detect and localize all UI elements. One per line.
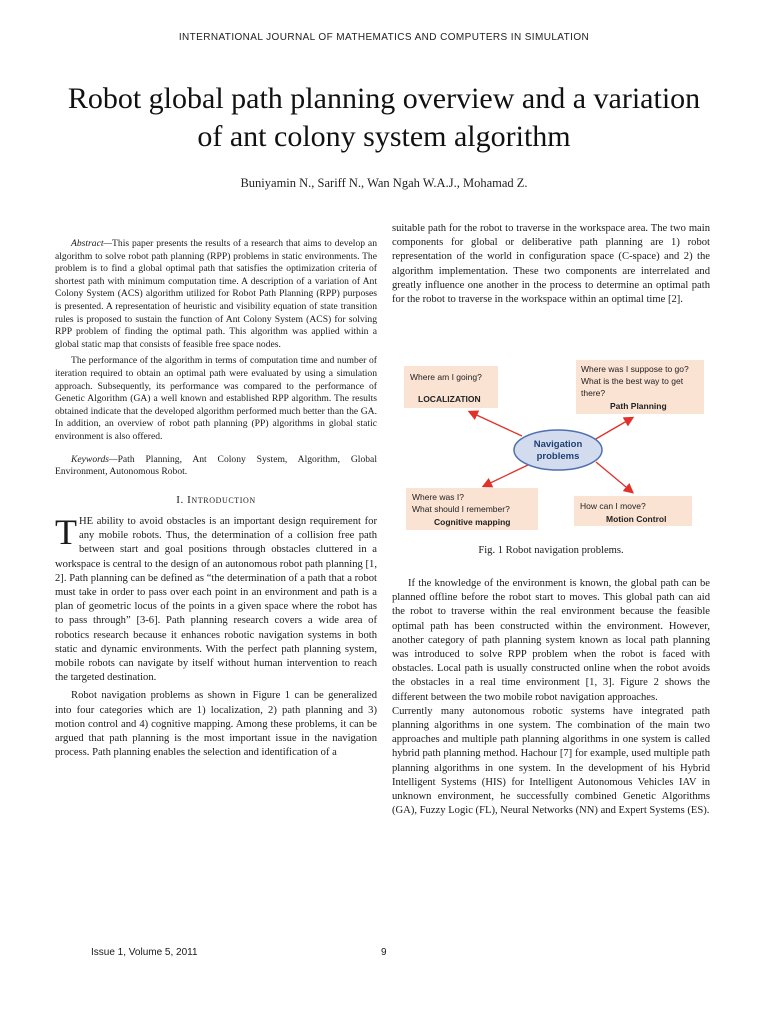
cognitive-mapping-label: Cognitive mapping (434, 517, 511, 527)
cognitive-mapping-question-2: What should I remember? (412, 504, 510, 514)
arrow-to-localization (470, 412, 522, 436)
abstract (55, 238, 377, 444)
navigation-problems-ellipse (514, 430, 602, 470)
cognitive-mapping-question-1: Where was I? (412, 492, 464, 502)
localization-label: LOCALIZATION (418, 394, 481, 404)
paper-authors: Buniyamin N., Sariff N., Wan Ngah W.A.J., Mohamad Z. (240, 176, 528, 190)
footer-issue: Issue 1, Volume 5, 2011 (91, 947, 198, 958)
intro-paragraph-1: THE ability to avoid obstacles is an important design requirement for any mobile robots. Thus, the determination of a collision free path between start and goal positions through obstacles cluttered in a workspace is central to the design of an autonomous robot path planning [1, 2]. Path planning can be defined as “the determination of a path that a robot must take in order to pass over each point in an environment and path is a plan of geometric locus of the points in a given space where the robot has to pass through” [3-6]. Path planning research covers a wide area of robotics research because it enhances robotic navigation systems in both static and dynamic environments. With the perfect path planning system, mobile robots can navigate by itself without human intervention to reach the targeted destination. (55, 511, 377, 684)
arrow-to-path-planning (594, 418, 632, 440)
right-paragraph-continued: suitable path for the robot to traverse in the workspace area. The two main components for global or deliberative path planning are 1) robot representation of the world in configuration space (C-space) and 2) the algorithm implementation. These two components are interrelated and greatly influence one another in the process to determine an optimal path for the robot to traverse in the workspace within an optimal time [2]. (392, 223, 710, 306)
right-column-top (392, 222, 710, 307)
path-planning-question-3: there? (581, 388, 606, 398)
navigation-problems-figure (400, 358, 708, 533)
intro-paragraph-2: Robot navigation problems as shown in Figure 1 can be generalized into four categories which are 1) localization, 2) path planning and 3) motion control and 4) cognitive mapping. Among these problems, it can be argued that path planning is the most important issue in the navigation process. Path planning enables the selection and identification of a (55, 690, 377, 759)
path-planning-question-1: Where was I suppose to go? (581, 364, 689, 374)
keywords-text: Path Planning, Ant Colony System, Algorithm, Global Environment, Autonomous Robot. (55, 453, 377, 478)
left-column (55, 238, 377, 760)
abstract-paragraph-2: The performance of the algorithm in terms of computation time and number of iteration required to obtain an optimal path were evaluated by using a simulation approach. Subsequently, its performance was compared to the performance of Genetic Algorithm (GA) a well known and established RPP algorithm. The results obtained indicate that the developed algorithm performed much better than the GA. In addition, an overview of robot path planning (PP) algorithms in global static environment is also offered. (55, 355, 377, 442)
journal-header: INTERNATIONAL JOURNAL OF MATHEMATICS AND COMPUTERS IN SIMULATION (178, 32, 590, 43)
keywords (55, 454, 377, 479)
dropcap: T (55, 511, 77, 552)
motion-control-question: How can I move? (580, 501, 646, 511)
abstract-text-1: This paper presents the results of a research that aims to develop an algorithm to solve robot path planning (RPP) problems in static environments. The problem is to find a global optimal path that satisfies the optimization criteria of shortest path with minimum computation time. A description of a variation of Ant Colony System (ACS) algorithm utilized for Robot Path Planning (RPP) purposes is presented. A representation of heuristic and visibility equation of state transition rules is proposed to sustain the function of Ant Colony System (ACS) for solving RPP problem of finding the optimal path. This algorithm was applied within a global static map that consists of feasible free space nodes. (55, 238, 377, 350)
section-heading-introduction: I. Introduction (176, 493, 256, 506)
ellipse-label-line-2: problems (536, 451, 580, 462)
abstract-paragraph-1 (55, 238, 377, 351)
paper-title: Robot global path planning overview and a variation of ant colony system algorithm (67, 82, 701, 153)
abstract-label: Abstract— (71, 238, 113, 249)
path-planning-label: Path Planning (610, 401, 667, 411)
ellipse-label-line-1: Navigation (533, 439, 583, 450)
keywords-label: Keywords— (71, 453, 118, 465)
arrow-to-cognitive-mapping (484, 464, 530, 486)
path-planning-question-2: What is the best way to get (581, 376, 684, 386)
footer-page-number: 9 (381, 947, 387, 958)
right-paragraph-3: If the knowledge of the environment is known, the global path can be planned offline before the robot start to moves. This global path can aid the robot to traverse within the real environment because the feasible optimal path has been constructed within the environment. However, another category of path planning system known as local path planning was introduced to solve RPP problem when the robot is faced with obstacles. Local path is usually constructed online when the robot avoids the obstacles in a real time environment [1, 3]. Figure 2 shows the different between the two mobile robot navigation approaches. (392, 578, 710, 703)
localization-question: Where am I going? (410, 372, 482, 382)
figure-caption: Fig. 1 Robot navigation problems. (478, 545, 624, 556)
motion-control-label: Motion Control (606, 514, 667, 524)
arrow-to-motion-control (596, 462, 632, 492)
right-paragraph-4: Currently many autonomous robotic systems have integrated path planning algorithms in one system. The combination of the main two approaches and multiple path planning algorithms in one system is called hybrid path planning method. Hachour [7] for example, used multiple path planning algorithms in one system. In the development of his Hybrid Intelligent Systems (HIS) for Intelligent Autonomous Vehicles IAV in unknown environment, he successfully combined Genetic Algorithms (GA), Fuzzy Logic (FL), Neural Networks (NN) and Expert Systems (ES). (392, 705, 710, 817)
right-column-lower (392, 577, 710, 818)
